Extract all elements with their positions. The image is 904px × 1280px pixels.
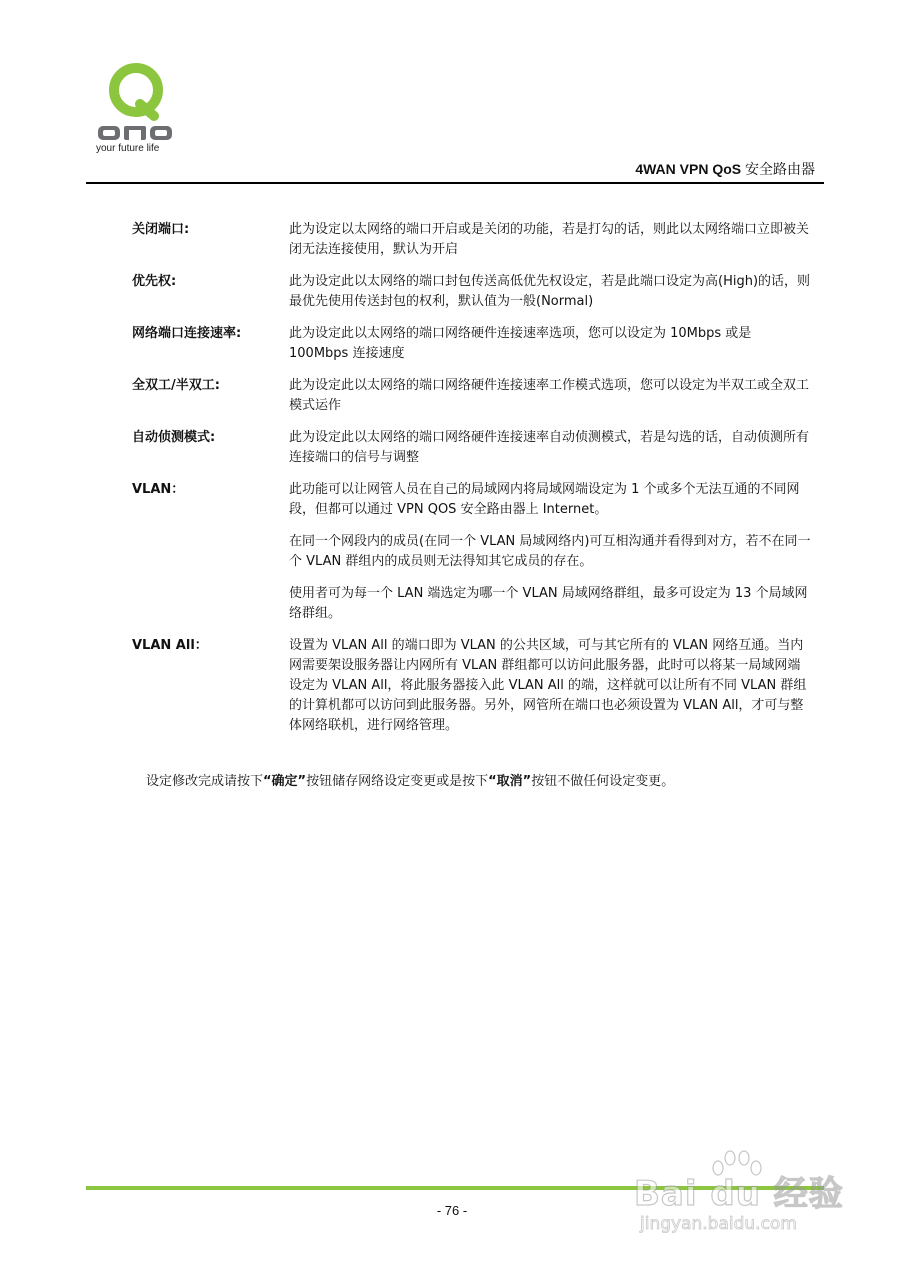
closing-middle: 按钮储存网络设定变更或是按下 [306, 774, 489, 789]
definition-paragraph: 此为设定此以太网络的端口网络硬件连接速率自动侦测模式，若是勾选的话，自动侦测所有连接端口的信号与调整 [289, 430, 810, 465]
definition-description [289, 428, 812, 468]
watermark-url: jingyan.baidu.com [640, 1214, 797, 1234]
definition-paragraph: 此为设定此以太网络的端口封包传送高低优先权设定，若是此端口设定为高(High)的话，则最优先使用传送封包的权利，默认值为一般(Normal) [289, 274, 811, 309]
header-title-cn: 安全路由器 [745, 162, 815, 178]
definition-paragraph: 此功能可以让网管人员在自己的局域网内将局域网端设定为 1 个或多个无法互通的不同网段，但都可以通过 VPN QOS 安全路由器上 Internet。 [289, 482, 800, 517]
definition-vlan [132, 480, 812, 624]
definition-term: 关闭端口: [132, 222, 190, 237]
closing-instruction [146, 772, 826, 792]
definition-term: 网络端口连接速率: [132, 326, 242, 341]
definition-paragraph: 在同一个网段内的成员(在同一个 VLAN 局域网络内)可互相沟通并看得到对方，若不在同一个 VLAN 群组内的成员则无法得知其它成员的存在。 [289, 534, 811, 569]
baidu-watermark [634, 1148, 844, 1248]
closing-ok-label: “确定” [263, 774, 307, 789]
definition-paragraph: 设置为 VLAN All 的端口即为 VLAN 的公共区域，可与其它所有的 VLAN 网络互通。当内网需要架设服务器让内网所有 VLAN 群组都可以访问此服务器，此时可以将某一局域网端设定为 VLAN All，将此服务器接入此 VLAN All 的端，这样就可以让所有不同 VLAN 群组的计算机都可以访问到此服务器。另外，网管所在端口也必须设置为 VLAN All，才可与整体网络联机，进行网络管理。 [289, 638, 807, 733]
definition-priority [132, 272, 812, 312]
definition-vlan-all [132, 636, 812, 736]
definition-term: VLAN： [132, 482, 185, 497]
page-number: - 76 - [436, 1203, 468, 1218]
definition-term: 优先权: [132, 274, 177, 289]
definition-paragraph: 使用者可为每一个 LAN 端选定为哪一个 VLAN 局域网络群组，最多可设定为 13 个局域网络群组。 [289, 586, 808, 621]
definition-list [132, 220, 812, 748]
qno-logo [96, 60, 176, 160]
definition-term: 全双工/半双工: [132, 378, 220, 393]
closing-before: 设定修改完成请按下 [146, 774, 264, 789]
definition-paragraph: 此为设定以太网络的端口开启或是关闭的功能，若是打勾的话，则此以太网络端口立即被关闭无法连接使用，默认为开启 [289, 222, 810, 257]
definition-auto-detect [132, 428, 812, 468]
definition-close-port [132, 220, 812, 260]
header-title [635, 159, 815, 179]
definition-description [289, 636, 812, 736]
definition-paragraph: 此为设定此以太网络的端口网络硬件连接速率选项，您可以设定为 10Mbps 或是 100Mbps 连接速度 [289, 326, 752, 361]
logo-tagline: your future life [96, 143, 160, 154]
definition-description [289, 480, 812, 624]
definition-duplex [132, 376, 812, 416]
header-title-latin: 4WAN VPN QoS [635, 161, 742, 177]
definition-description [289, 376, 812, 416]
definition-description [289, 272, 812, 312]
definition-description [289, 324, 812, 364]
definition-term: VLAN All： [132, 638, 208, 653]
definition-link-speed [132, 324, 812, 364]
qno-logo-icon [96, 60, 176, 142]
definition-term: 自动侦测模式: [132, 430, 216, 445]
definition-paragraph: 此为设定此以太网络的端口网络硬件连接速率工作模式选项，您可以设定为半双工或全双工模式运作 [289, 378, 810, 413]
definition-description [289, 220, 812, 260]
closing-after: 按钮不做任何设定变更。 [531, 774, 675, 789]
closing-cancel-label: “取消” [488, 774, 532, 789]
header-divider [86, 182, 824, 184]
watermark-brand: Bai du 经验 [634, 1174, 844, 1214]
